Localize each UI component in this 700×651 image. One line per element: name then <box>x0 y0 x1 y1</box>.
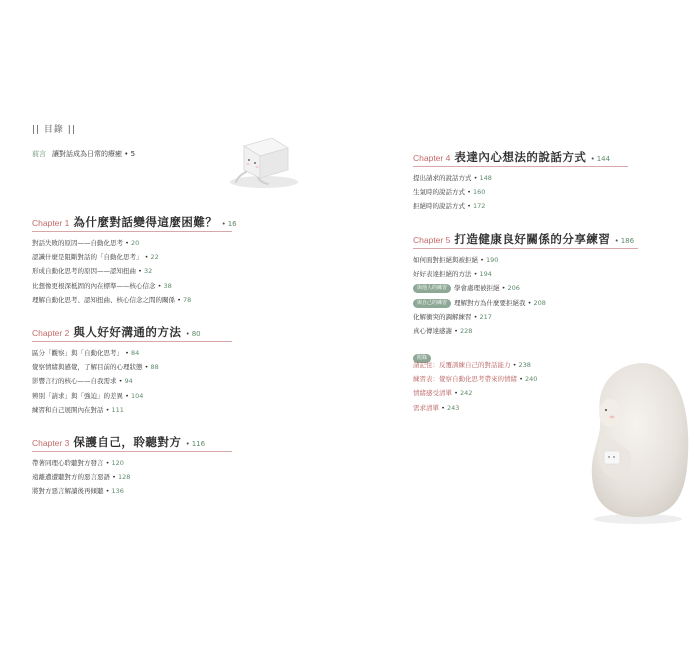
toc-entry: 辨別「請求」與「強迫」的差異 • 104 <box>32 391 144 400</box>
toc-entry: 提出請求的說話方式 • 148 <box>413 174 492 182</box>
chapter-4-items <box>413 171 492 214</box>
chapter-5-heading: Chapter 5 打造健康良好關係的分享練習 • 186 <box>413 232 635 246</box>
appendix-entry: 需求清單 • 243 <box>413 403 460 412</box>
toc-entry: 拒絕時的說話方式 • 172 <box>413 202 486 211</box>
appendix-entry: 請記住：反覆訓練自己的對話能力 • 238 <box>413 361 531 369</box>
chapter-4-page: 144 <box>596 155 611 163</box>
fluffy-creature-illustration <box>580 355 696 525</box>
chapter-3-divider <box>32 451 232 452</box>
toc-entry: 形成自動化思考的原因——認知扭曲 • 32 <box>32 267 153 276</box>
toc-entry: 覺察情緒與感覺，了解目前的心理狀態 • 88 <box>32 363 159 372</box>
toc-entry: 影響言行的核心——自我需求 • 94 <box>32 377 133 386</box>
chapter-3-title: 保護自己，聆聽對方 <box>73 435 182 449</box>
chapter-2-heading: Chapter 2 與人好好溝通的方法 • 80 <box>32 325 201 339</box>
toc-entry: 認識什麼是阻斷對話的「自動化思考」 • 22 <box>32 253 159 262</box>
chapter-1-heading: Chapter 1 為什麼對話變得這麼困難？ • 16 <box>32 215 237 229</box>
chapter-1-label: Chapter 1 <box>32 218 70 228</box>
toc-entry: 理解自動化思考、認知扭曲、核心信念之間的關係 • 78 <box>32 295 192 304</box>
toc-entry: 練習和自己展開內在對話 • 111 <box>32 405 124 414</box>
practice-badge: 與他人的練習 <box>413 284 451 293</box>
toc-entry: 帶著同理心聆聽對方發言 • 120 <box>32 459 124 467</box>
preface-title: 讓對話成為日常的療癒 <box>52 150 122 158</box>
toc-entry: 真心傳達感謝 • 228 <box>413 327 473 336</box>
chapter-1-items <box>32 236 191 307</box>
toc-entry: 將對方惡言解讀後再傾聽 • 136 <box>32 487 124 496</box>
toc-header: || 目錄 || <box>32 125 76 135</box>
toc-entry: 區分「觀察」與「自動化思考」 • 84 <box>32 349 140 357</box>
appendix-entry: 練習表：覺察自動化思考帶來的情緒 • 240 <box>413 375 538 384</box>
chapter-3-heading: Chapter 3 保護自己，聆聽對方 • 116 <box>32 435 206 449</box>
chapter-4-heading: Chapter 4 表達內心想法的說話方式 • 144 <box>413 150 611 164</box>
cube-character-illustration <box>222 126 306 192</box>
toc-entry: 好好表達拒絕的方法 • 194 <box>413 270 492 279</box>
toc-entry: 遠離遭遭聽對方的惡言惡語 • 128 <box>32 473 131 482</box>
chapter-4-divider <box>413 166 628 167</box>
toc-entry: 生氣時的說話方式 • 160 <box>413 188 486 197</box>
chapter-1-page: 16 <box>227 220 237 228</box>
practice-badge: 與自己的練習 <box>413 299 451 308</box>
preface-page: 5 <box>130 150 136 158</box>
chapter-5-items <box>413 253 546 338</box>
chapter-2-title: 與人好好溝通的方法 <box>73 325 182 339</box>
appendix-badge: 附錄 <box>413 354 431 363</box>
toc-entry: 化解衝突的調解練習 • 217 <box>413 312 492 321</box>
preface-line: 前言 讓對話成為日常的療癒 • 5 <box>32 150 136 158</box>
chapter-5-label: Chapter 5 <box>413 235 451 245</box>
appendix-items <box>413 358 537 415</box>
chapter-4-title: 表達內心想法的說話方式 <box>454 150 587 164</box>
chapter-3-items <box>32 456 130 499</box>
chapter-2-label: Chapter 2 <box>32 328 70 338</box>
chapter-2-page: 80 <box>191 330 201 338</box>
toc-entry: 與他人的練習 學會處理被拒絕 • 206 <box>413 281 546 295</box>
chapter-3-page: 116 <box>191 440 206 448</box>
chapter-5-page: 186 <box>620 237 635 245</box>
chapter-3-label: Chapter 3 <box>32 438 70 448</box>
chapter-2-divider <box>32 341 232 342</box>
toc-entry: 對話失敗的原因——自動化思考 • 20 <box>32 239 140 247</box>
appendix-entry: 情緒感受清單 • 242 <box>413 389 473 398</box>
toc-entry: 比想像更根深柢固的內在標準——核心信念 • 38 <box>32 281 172 290</box>
toc-entry: 與自己的練習 理解對方為什麼要拒絕我 • 208 <box>413 296 546 310</box>
chapter-5-title: 打造健康良好關係的分享練習 <box>454 232 611 246</box>
preface-label: 前言 <box>32 150 46 158</box>
chapter-2-items <box>32 346 159 417</box>
chapter-4-label: Chapter 4 <box>413 153 451 163</box>
chapter-1-divider <box>32 231 232 232</box>
chapter-1-title: 為什麼對話變得這麼困難？ <box>73 215 218 229</box>
toc-entry: 如何面對拒絕與被拒絕 • 190 <box>413 256 499 264</box>
chapter-5-divider <box>413 248 638 249</box>
